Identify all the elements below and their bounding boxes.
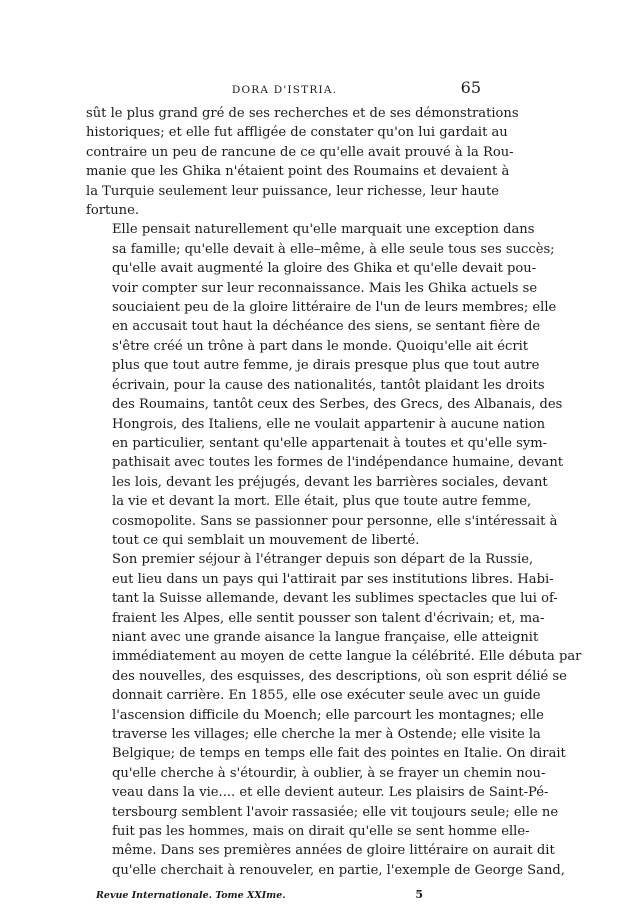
- text-line: même. Dans ses premières années de gloire littéraire on aurait dit: [112, 843, 555, 859]
- text-line: historiques; et elle fut affligée de constater qu'on lui gardait au: [86, 125, 508, 141]
- text-line: niant avec une grande aisance la langue française, elle atteignit: [112, 629, 539, 645]
- text-line: écrivain, pour la cause des nationalités, tantôt plaidant les droits: [112, 377, 545, 393]
- document-page: [86, 78, 582, 904]
- text-line: fortune.: [86, 203, 140, 219]
- text-line: en accusait tout haut la déchéance des siens, se sentant fière de: [112, 319, 541, 335]
- text-line: sût le plus grand gré de ses recherches et de ses démonstrations: [86, 106, 519, 121]
- text-line: contraire un peu de rancune de ce qu'elle avait prouvé à la Rou-: [86, 144, 514, 160]
- text-line: tout ce qui semblait un mouvement de liberté.: [112, 532, 420, 548]
- text-line: Hongrois, des Italiens, elle ne voulait appartenir à aucune nation: [112, 416, 546, 432]
- text-line: Elle pensait naturellement qu'elle marquait une exception dans: [112, 222, 535, 238]
- text-line: plus que tout autre femme, je dirais presque plus que tout autre: [112, 358, 540, 374]
- text-line: fraient les Alpes, elle sentit pousser son talent d'écrivain; et, ma-: [112, 610, 545, 626]
- text-line: en particulier, sentant qu'elle appartenait à toutes et qu'elle sym-: [112, 435, 548, 451]
- text-line: la Turquie seulement leur puissance, leur richesse, leur haute: [86, 183, 499, 199]
- paragraph: [86, 220, 564, 550]
- text-line: l'ascension difficile du Moench; elle parcourt les montagnes; elle: [112, 707, 544, 723]
- text-line: qu'elle avait augmenté la gloire des Ghika et qu'elle devait pou-: [112, 261, 537, 277]
- paragraph: [86, 550, 582, 880]
- running-head: [86, 78, 483, 102]
- text-line: des Roumains, tantôt ceux des Serbes, des Grecs, des Albanais, des: [112, 397, 563, 413]
- text-line: des nouvelles, des esquisses, des descriptions, où son esprit délié se: [112, 668, 567, 684]
- text-line: qu'elle cherche à s'étourdir, à oublier, à se frayer un chemin nou-: [112, 765, 546, 781]
- text-line: tersbourg semblent l'avoir rassasiée; elle vit toujours seule; elle ne: [112, 804, 559, 820]
- text-line: souciaient peu de la gloire littéraire de l'un de leurs membres; elle: [112, 300, 557, 316]
- footer-journal-title: Revue Internationale. Tome XXIme.: [96, 890, 286, 902]
- text-line: veau dans la vie.... et elle devient auteur. Les plaisirs de Saint-Pé-: [112, 785, 549, 801]
- text-line: traverse les villages; elle cherche la mer à Ostende; elle visite la: [112, 727, 541, 742]
- text-line: sa famille; qu'elle devait à elle–même, à elle seule tous ses succès;: [112, 241, 555, 257]
- page-footer: [86, 886, 483, 904]
- text-line: Son premier séjour à l'étranger depuis son départ de la Russie,: [112, 552, 534, 568]
- text-line: immédiatement au moyen de cette langue la célébrité. Elle débuta par: [112, 649, 582, 665]
- text-line: cosmopolite. Sans se passionner pour personne, elle s'intéressait à: [112, 513, 558, 529]
- body-text: [86, 104, 582, 880]
- running-title: DORA D'ISTRIA.: [231, 84, 338, 96]
- text-line: eut lieu dans un pays qui l'attirait par ses institutions libres. Habi-: [112, 571, 554, 587]
- text-line: qu'elle cherchait à renouveler, en partie, l'exemple de George Sand,: [112, 862, 565, 878]
- text-line: les lois, devant les préjugés, devant les barrières sociales, devant: [112, 474, 548, 490]
- paragraph: [86, 104, 519, 220]
- text-line: voir compter sur leur reconnaissance. Mais les Ghika actuels se: [112, 280, 538, 296]
- text-line: s'être créé un trône à part dans le monde. Quoiqu'elle ait écrit: [112, 338, 529, 354]
- text-line: pathisait avec toutes les formes de l'indépendance humaine, devant: [112, 455, 564, 471]
- text-line: donnait carrière. En 1855, elle ose exécuter seule avec un guide: [112, 688, 541, 704]
- text-line: la vie et devant la mort. Elle était, plus que toute autre femme,: [112, 494, 532, 510]
- text-line: tant la Suisse allemande, devant les sublimes spectacles que lui of-: [112, 591, 558, 607]
- signature-mark: 5: [415, 888, 423, 902]
- page-number: 65: [460, 78, 481, 97]
- text-line: Belgique; de temps en temps elle fait des pointes en Italie. On dirait: [112, 746, 566, 762]
- text-line: fuit pas les hommes, mais on dirait qu'elle se sent homme elle-: [112, 824, 530, 840]
- text-line: manie que les Ghika n'étaient point des Roumains et devaient à: [86, 164, 510, 180]
